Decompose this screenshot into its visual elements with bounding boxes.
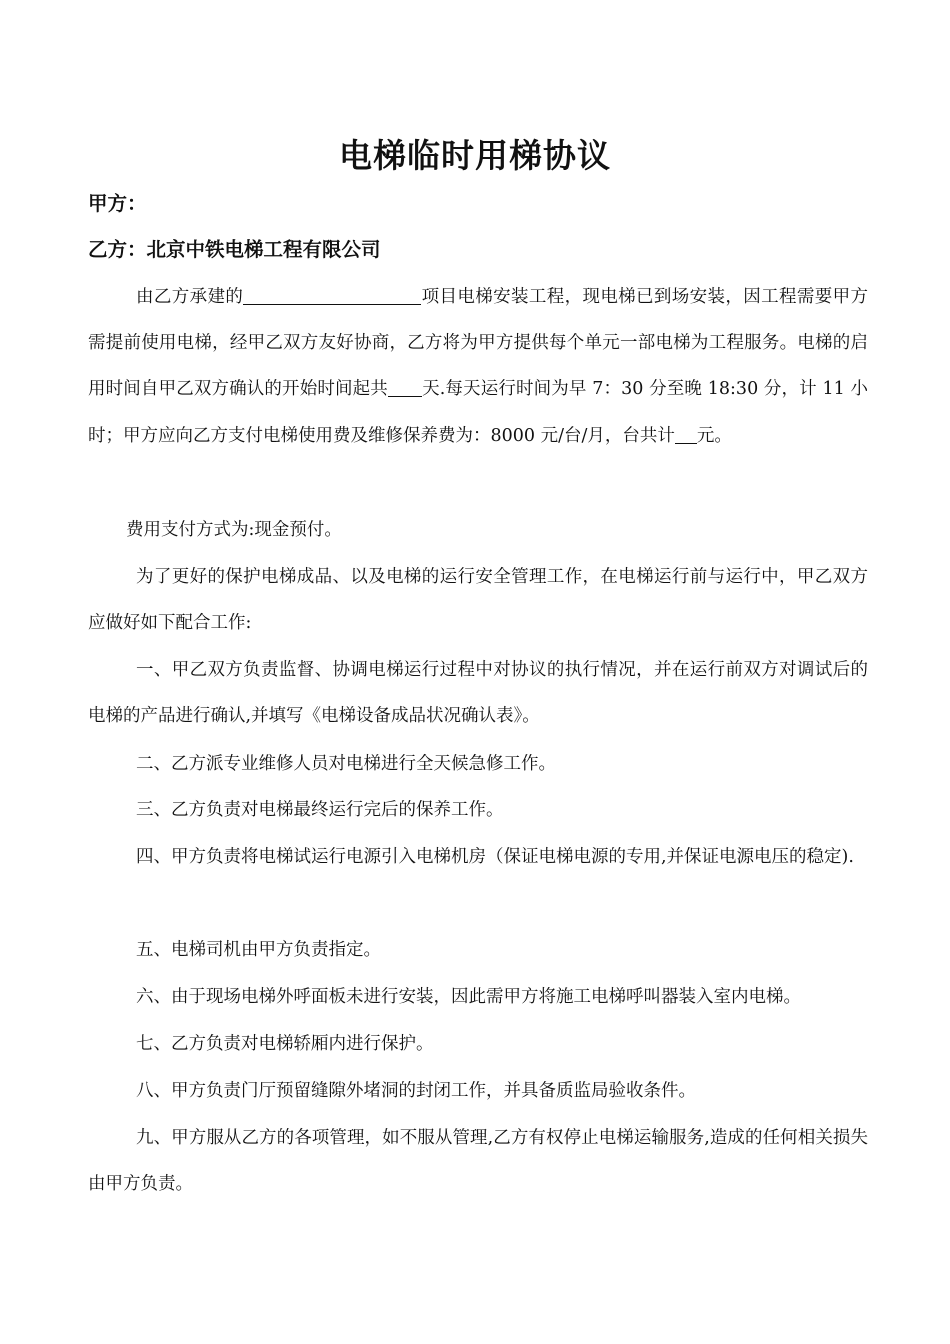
intro-text-4: 元。 — [696, 425, 732, 446]
clause-item: 四、甲方负责将电梯试运行电源引入电梯机房（保证电梯电源的专用,并保证电源电压的稳定). — [136, 847, 854, 867]
clause-item: 五、电梯司机由甲方负责指定。 — [136, 940, 381, 960]
clause-item: 九、甲方服从乙方的各项管理，如不服从管理,乙方有权停止电梯运输服务,造成的任何相关损失由甲方负责。 — [88, 1128, 868, 1195]
clause-item: 七、乙方负责对电梯轿厢内进行保护。 — [136, 1034, 434, 1054]
party-b-line: 乙方：北京中铁电梯工程有限公司 — [88, 238, 381, 261]
total-amount-blank — [675, 423, 697, 444]
intro-text-2: 项目电梯安装工程，现电梯已到场安装，因工程需要甲方需提前使用电梯，经甲乙双方友好协商，乙方将为甲方提供每个单元一部电梯为工程服务。电梯的启用时间自甲乙双方确认的开始时间起共 — [88, 287, 869, 400]
clause-item: 一、甲乙双方负责监督、协调电梯运行过程中对协议的执行情况，并在运行前双方对调试后的电梯的产品进行确认,并填写《电梯设备成品状况确认表》。 — [88, 660, 868, 727]
intro-text-1: 由乙方承建的 — [136, 287, 244, 307]
intro-paragraph — [88, 274, 868, 459]
document-title: 电梯临时用梯协议 — [339, 136, 611, 175]
clause-item: 八、甲方负责门厅预留缝隙外堵洞的封闭工作，并具备质监局验收条件。 — [136, 1081, 696, 1101]
payment-paragraph: 费用支付方式为:现金预付。 — [126, 520, 342, 540]
days-blank — [388, 376, 422, 397]
clause-item: 二、乙方派专业维修人员对电梯进行全天候急修工作。 — [136, 754, 556, 774]
party-a-label: 甲方： — [88, 192, 147, 215]
clause-item: 三、乙方负责对电梯最终运行完后的保养工作。 — [136, 800, 504, 820]
clause-item: 六、由于现场电梯外呼面板未进行安装，因此需甲方将施工电梯呼叫器装入室内电梯。 — [136, 987, 801, 1007]
cooperation-intro: 为了更好的保护电梯成品、以及电梯的运行安全管理工作，在电梯运行前与运行中，甲乙双方应做好如下配合工作: — [88, 567, 868, 634]
project-name-blank — [243, 284, 421, 305]
intro-text-3: 天.每天运行时间为早 7：30 分至晚 18:30 分，计 11 小时；甲方应向乙方支付电梯使用费及维修保养费为：8000 元/台/月，台共计 — [88, 379, 869, 446]
